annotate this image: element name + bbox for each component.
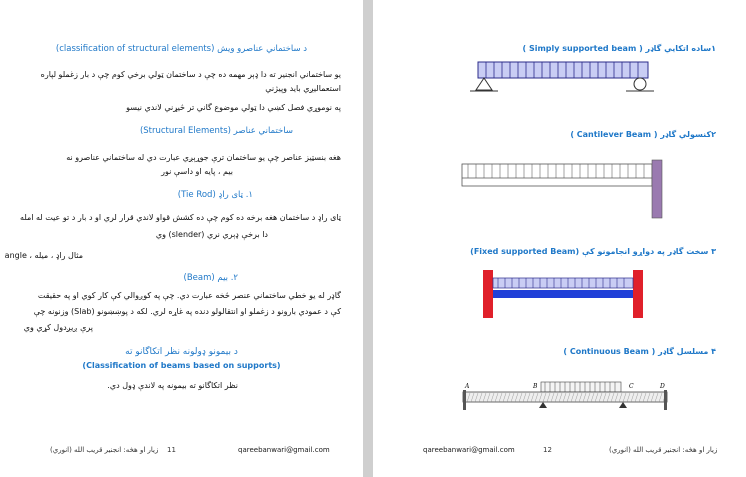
footer-email: qareebanwari@gmail.com xyxy=(238,446,330,454)
section-heading-tie-rod: ۱. ټای راډ (Tie Rod) xyxy=(177,190,253,200)
beam-title-fixed: ۳ سخت گاډر په دواړو انجامونو کې (Fixed supported Beam) xyxy=(470,247,716,256)
paragraph-line: بيم ، پايه او داسې نور xyxy=(161,167,233,176)
footer-author: زيار او هڅه: انجنير قريب الله (انوري) xyxy=(609,446,718,454)
beam-title-continuous: ۴ مسلسل گاډر ( Continuous Beam ) xyxy=(563,347,716,356)
paragraph-line: نظر اتکاگانو ته بیمونه په لاندې ډول دي. xyxy=(107,381,238,390)
paragraph-line: گاډر له يو خطي ساختماني عنصر څخه عبارت دي. چې په کوږوالي کې کار کوي او په حقيقت xyxy=(37,291,341,300)
paragraph-line: پرې ږيږدول کړي وي xyxy=(23,323,93,332)
paragraph-line: هغه بنسټيز عناصر چې يو ساختمان ترې جوړېږي عبارت دي له ساختماني عناصرو نه xyxy=(66,153,341,162)
footer-author: زيار او هڅه: انجنير قريب الله (انوري) xyxy=(50,446,159,454)
footer-page-number: 11 xyxy=(167,446,176,454)
fixed-beam-diagram xyxy=(478,268,648,320)
footer-email: qareebanwari@gmail.com xyxy=(423,446,515,454)
footer-page-number: 12 xyxy=(543,446,552,454)
paragraph-line: استعماليږي بايد وپيژني xyxy=(265,84,341,93)
beam-title-simply-supported: ۱ساده اتکايي گاډر ( Simply supported beam ) xyxy=(522,44,716,53)
section-heading-beam: ۲. بيم (Beam) xyxy=(183,273,238,283)
paragraph-line: يو ساختماني انجنير ته دا ډېر مهمه ده چې د ساختمان ټولي برخي کوم چې د بار زغملو لپاره xyxy=(40,70,341,79)
section-heading-classification: د ساختماني عناصرو ويش (classification of structural elements) xyxy=(55,44,308,54)
document-page-11 xyxy=(0,0,363,477)
section-heading-structural-elements: ساختماني عناصر (Structural Elements) xyxy=(139,126,293,136)
paragraph-line: کې د عمودي بارونو د زغملو او انتقالولو دنده په غاړه لري. لکه د پوښښونو (Slab) وزنونه چې xyxy=(33,307,341,316)
section-heading-beam-types: د بیمونو ډولونه نظر اتکاگانو ته xyxy=(125,347,238,357)
paragraph-line: په نوموړي فصل کښي دا ټولي موضوع گاني تر څيړني لاندي نيسو xyxy=(126,103,341,112)
support-label-a: A xyxy=(465,383,470,390)
continuous-beam-diagram xyxy=(461,378,671,414)
support-label-b: B xyxy=(533,383,538,390)
document-page-12 xyxy=(373,0,746,477)
support-label-d: D xyxy=(660,383,665,390)
beam-title-cantilever: ۲کنسولي گاډر ( Cantilever Beam ) xyxy=(570,130,716,139)
paragraph-line: مثال راډ ، ميله ، angle xyxy=(4,251,83,260)
cantilever-beam-diagram xyxy=(458,158,668,220)
section-heading-beam-types-en: (Classification of beams based on supports) xyxy=(82,361,281,370)
page-gutter xyxy=(363,0,373,477)
support-label-c: C xyxy=(629,383,634,390)
paragraph-line: ټای راډ د ساختمان هغه برخه ده کوم چې ده کشش قواو لاندي قرار لري او د بار د تو عيت له امله xyxy=(20,213,341,222)
simply-supported-beam-diagram xyxy=(458,58,668,106)
paragraph-line: دا برخې ډېري نري (slender) وي xyxy=(155,230,268,239)
